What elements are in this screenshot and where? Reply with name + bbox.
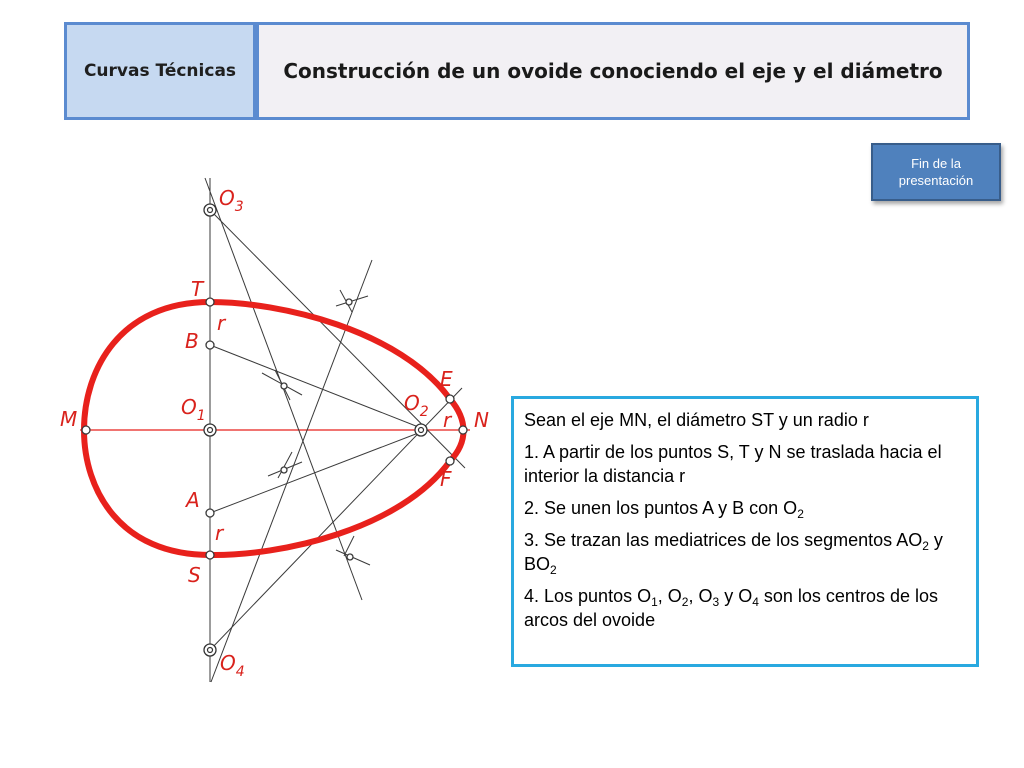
- label-b: B: [185, 329, 199, 353]
- bisector-mark: [346, 299, 352, 305]
- point-b: [206, 341, 214, 349]
- label-a: A: [186, 488, 200, 512]
- point-m: [82, 426, 90, 434]
- point-markers: [82, 298, 467, 560]
- end-button-label-line1: Fin de la: [911, 156, 961, 171]
- label-o1: $O_1$: [181, 395, 206, 424]
- point-s: [206, 551, 214, 559]
- step-3: 3. Se trazan las mediatrices de los segmentos $AO_2$ y $BO_2$: [524, 530, 943, 577]
- point-a: [206, 509, 214, 517]
- bisector-mark: [347, 554, 353, 560]
- steps-panel: [511, 396, 979, 667]
- segment-a-o2: [210, 432, 421, 513]
- point-n: [459, 426, 467, 434]
- arc-tick: [344, 536, 354, 556]
- label-o3: $O_3$: [219, 186, 244, 215]
- center-o4: [204, 644, 216, 656]
- end-button-label-line2: presentación: [898, 173, 974, 188]
- label-o4: $O_4$: [220, 651, 245, 680]
- segment-b-o2: [210, 345, 421, 428]
- label-m: M: [60, 407, 78, 431]
- point-e: [446, 395, 454, 403]
- point-f: [446, 457, 454, 465]
- label-r-top: r: [217, 311, 226, 335]
- bisector-mark: [281, 467, 287, 473]
- label-f: F: [440, 467, 452, 491]
- step-1: 1. A partir de los puntos S, T y N se traslada hacia el interior la distancia r: [524, 442, 942, 486]
- point-t: [206, 298, 214, 306]
- steps-intro: Sean el eje MN, el diámetro ST y un radio r: [524, 410, 869, 430]
- center-o3: [204, 204, 216, 216]
- label-r-right: r: [443, 408, 452, 432]
- label-e: E: [440, 367, 453, 391]
- label-s: S: [188, 563, 201, 587]
- label-o2: $O_2$: [404, 391, 429, 420]
- center-o2: [415, 424, 427, 436]
- section-label: Curvas Técnicas: [83, 61, 237, 81]
- label-t: T: [191, 277, 204, 301]
- step-2: 2. Se unen los puntos A y B con $O_2$: [524, 498, 804, 521]
- step-4: 4. Los puntos $O_1$, $O_2$, $O_3$ y $O_4$ son los centros de los arcos del ovoide: [524, 586, 938, 630]
- construction-lines: [80, 178, 470, 682]
- bisector-ao2: [211, 260, 372, 682]
- page-title: Construcción de un ovoide conociendo el eje y el diámetro: [283, 59, 943, 83]
- center-o1: [204, 424, 216, 436]
- label-r-bottom: r: [215, 521, 224, 545]
- bisector-mark: [281, 383, 287, 389]
- label-n: N: [474, 408, 489, 432]
